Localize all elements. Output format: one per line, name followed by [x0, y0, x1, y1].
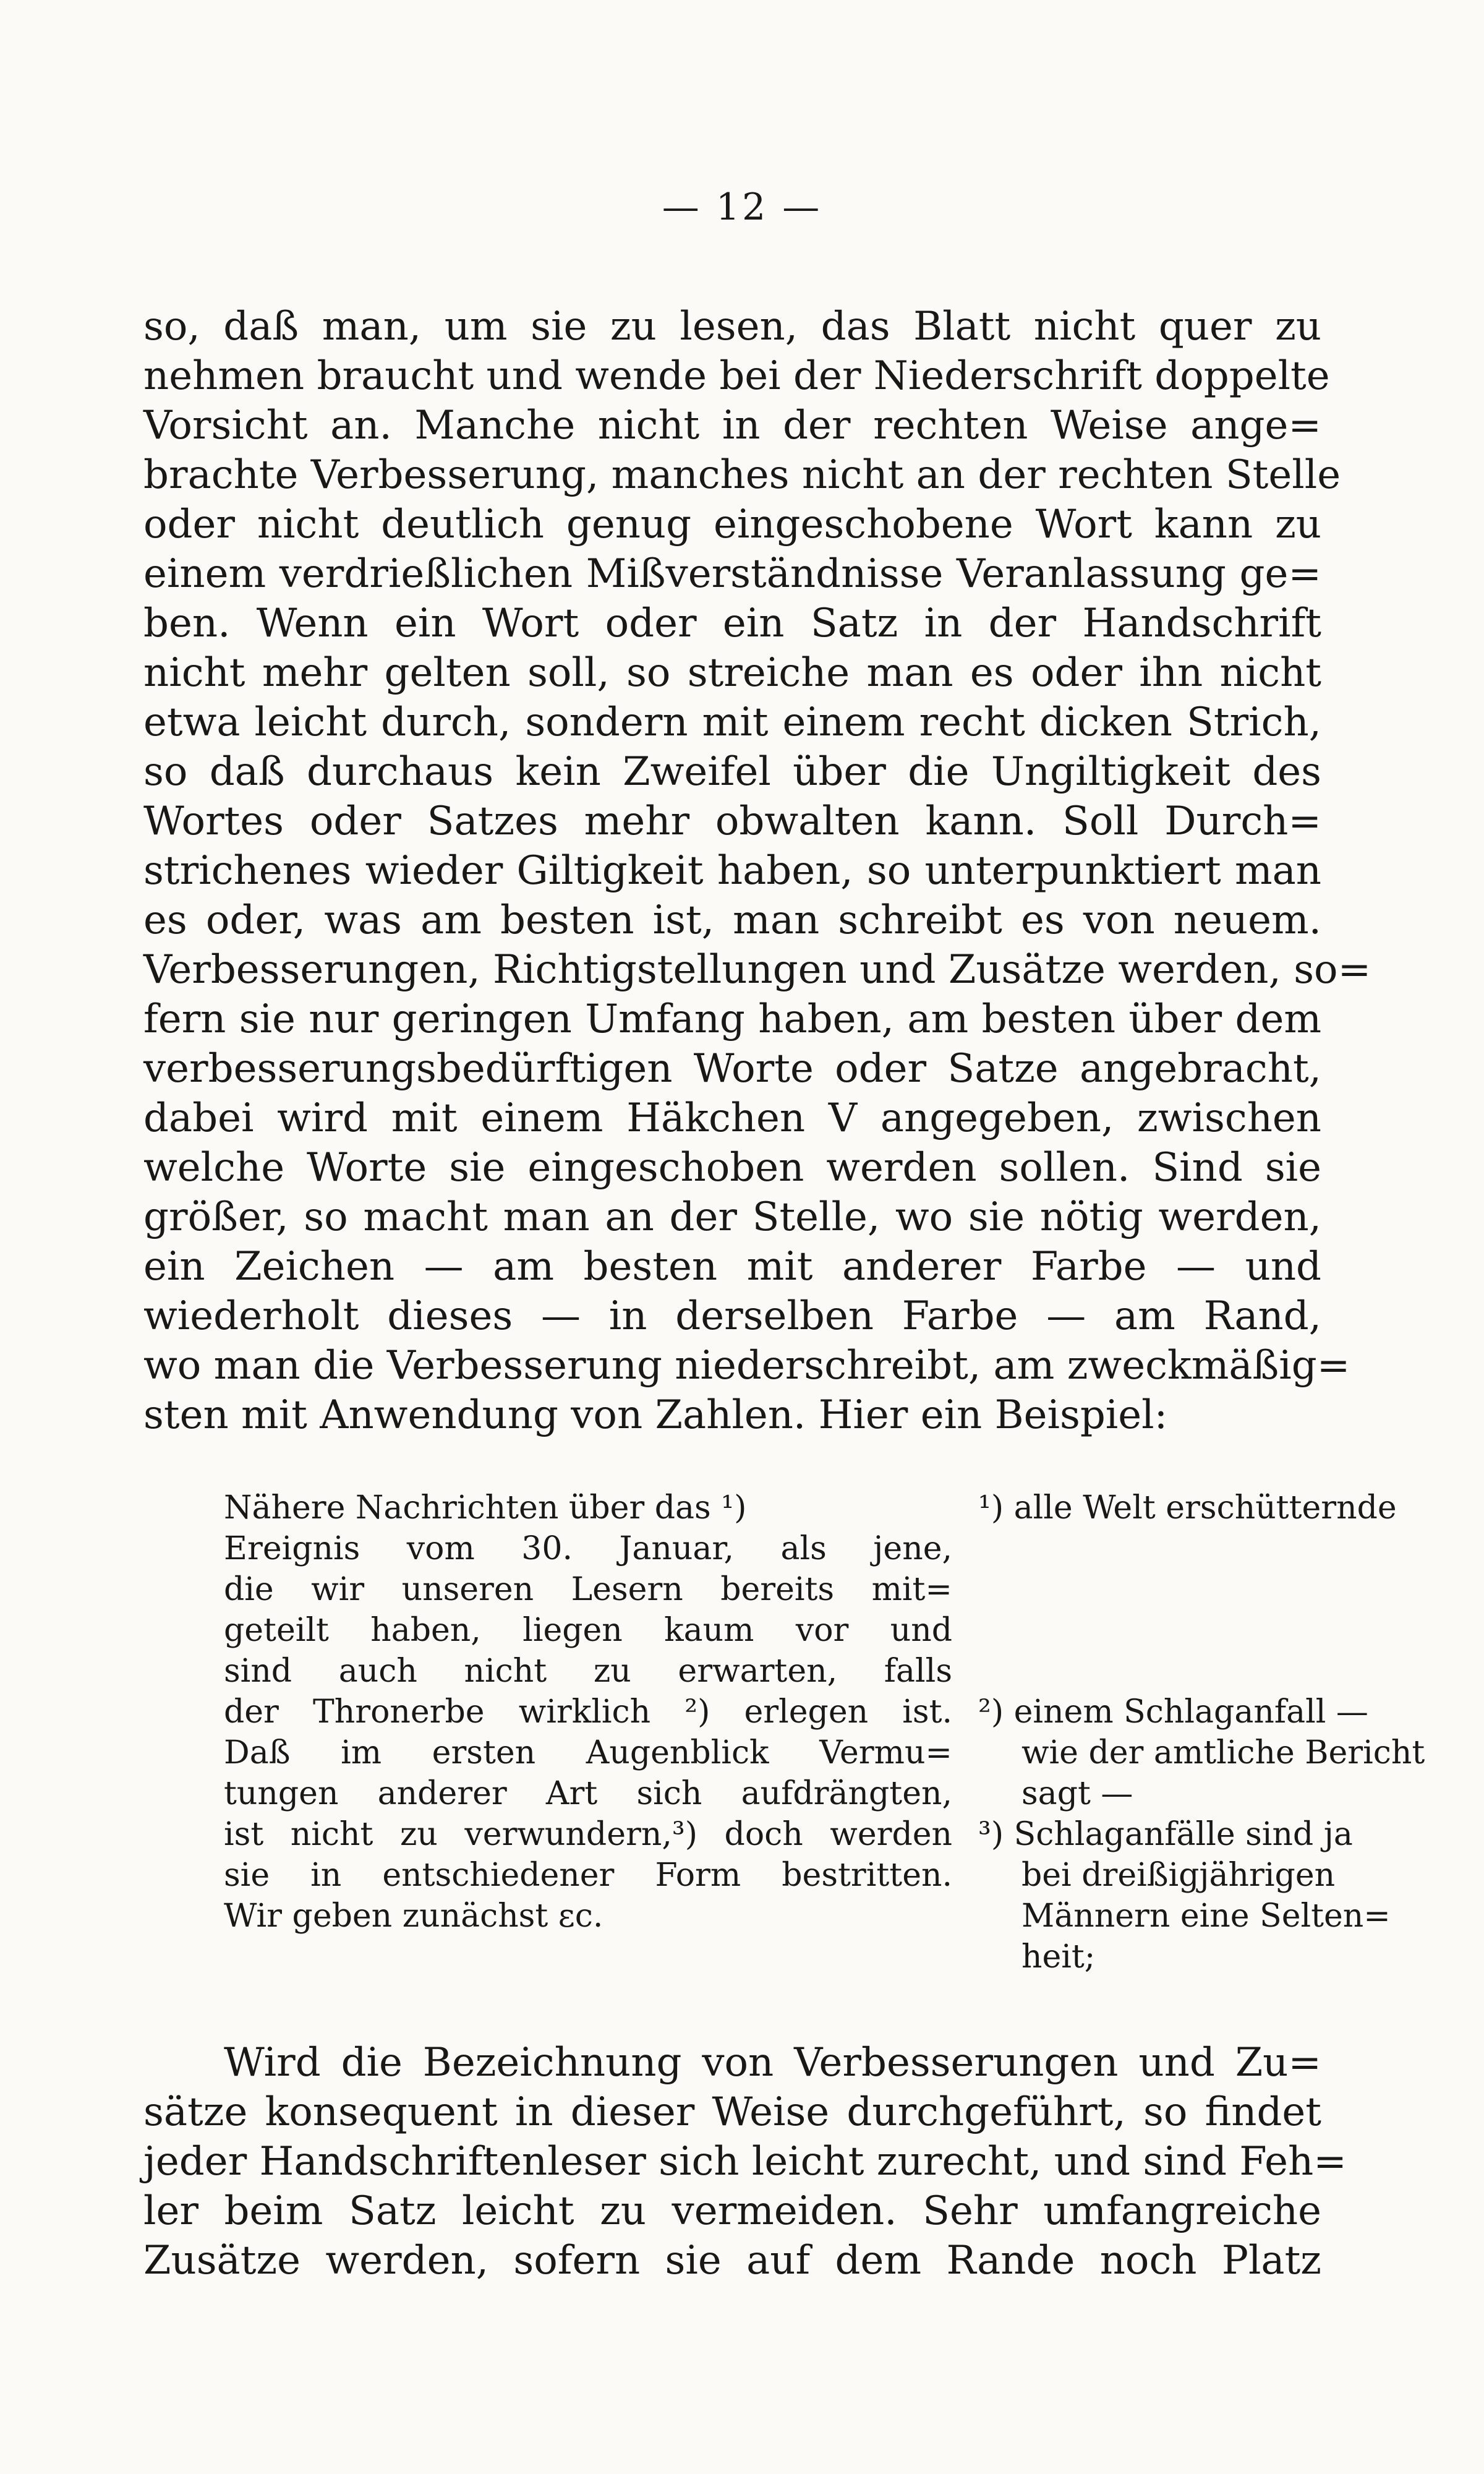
text-line: es oder, was am besten ist, man schreibt es von neuem.	[143, 897, 1321, 943]
text-line: Vorsicht an. Manche nicht in der rechten Weise ange=	[143, 403, 1321, 448]
example-line: der Thronerbe wirklich ²) erlegen ist.	[224, 1693, 952, 1731]
paragraph-1	[143, 302, 1371, 1440]
margin-note-2	[978, 1692, 1425, 1814]
example-line: ist nicht zu verwundern,³) doch werden	[224, 1816, 952, 1853]
margin-note-line: bei dreißigjährigen	[1021, 1857, 1336, 1894]
text-line: sten mit Anwendung von Zahlen. Hier ein Beispiel:	[143, 1392, 1168, 1438]
text-line: nicht mehr gelten soll, so streiche man es oder ihn nicht	[143, 650, 1321, 696]
text-line: nehmen braucht und wende bei der Niederschrift doppelte	[143, 353, 1330, 399]
text-line: dabei wird mit einem Häkchen V angegeben, zwischen	[143, 1095, 1321, 1141]
example-text	[224, 1487, 952, 1937]
text-line: ben. Wenn ein Wort oder ein Satz in der Handschrift	[143, 601, 1321, 646]
text-line: ein Zeichen — am besten mit anderer Farbe — und	[143, 1244, 1321, 1290]
text-line: Zusätze werden, sofern sie auf dem Rande noch Platz	[143, 2238, 1321, 2284]
margin-note-3	[978, 1814, 1391, 1977]
text-line: größer, so macht man an der Stelle, wo sie nötig werden,	[143, 1194, 1321, 1240]
text-line: einem verdrießlichen Mißverständnisse Veranlassung ge=	[143, 551, 1321, 597]
text-line: Verbesserungen, Richtigstellungen und Zusätze werden, so=	[143, 947, 1371, 993]
example-line: Daß im ersten Augenblick Vermu=	[224, 1734, 952, 1771]
example-line: geteilt haben, liegen kaum vor und	[224, 1612, 952, 1649]
text-line: oder nicht deutlich genug eingeschobene Wort kann zu	[143, 502, 1321, 547]
text-line: Wortes oder Satzes mehr obwalten kann. Soll Durch=	[143, 798, 1321, 844]
text-line: brachte Verbesserung, manches nicht an der rechten Stelle	[143, 452, 1341, 498]
text-line: Wird die Bezeichnung von Verbesserungen und Zu=	[224, 2040, 1321, 2086]
text-line: wo man die Verbesserung niederschreibt, am zweckmäßig=	[143, 1343, 1350, 1389]
page-number: — 12 —	[662, 186, 822, 229]
margin-note-line: ³) Schlaganfälle sind ja	[978, 1816, 1353, 1853]
example-line: Ereignis vom 30. Januar, als jene,	[224, 1530, 952, 1567]
text-line: fern sie nur geringen Umfang haben, am besten über dem	[143, 996, 1321, 1042]
example-line: die wir unseren Lesern bereits mit=	[224, 1571, 952, 1608]
paragraph-2	[143, 2038, 1347, 2285]
example-line: sie in entschiedener Form bestritten.	[224, 1857, 952, 1894]
text-line: ler beim Satz leicht zu vermeiden. Sehr umfangreiche	[143, 2188, 1321, 2234]
text-line: welche Worte sie eingeschoben werden sollen. Sind sie	[143, 1145, 1321, 1191]
text-line: so daß durchaus kein Zweifel über die Ungiltigkeit des	[143, 749, 1321, 795]
margin-note-line: ²) einem Schlaganfall —	[978, 1693, 1368, 1731]
margin-note-1	[978, 1487, 1397, 1528]
text-line: verbesserungsbedürftigen Worte oder Satze angebracht,	[143, 1046, 1321, 1092]
example-line: sind auch nicht zu erwarten, falls	[224, 1653, 952, 1690]
margin-note-line: ¹) alle Welt erschütternde	[978, 1489, 1397, 1526]
text-line: strichenes wieder Giltigkeit haben, so unterpunktiert man	[143, 848, 1321, 894]
text-line: sätze konsequent in dieser Weise durchgeführt, so findet	[143, 2089, 1321, 2135]
text-line: wiederholt dieses — in derselben Farbe — am Rand,	[143, 1293, 1321, 1339]
text-line: jeder Handschriftenleser sich leicht zurecht, und sind Feh=	[143, 2139, 1347, 2185]
margin-note-line: Männern eine Selten=	[1021, 1898, 1391, 1935]
example-line: tungen anderer Art sich aufdrängten,	[224, 1775, 952, 1812]
text-line: etwa leicht durch, sondern mit einem recht dicken Strich,	[143, 700, 1321, 745]
margin-note-line: heit;	[1021, 1938, 1096, 1975]
example-line: Wir geben zunächst ɛc.	[224, 1898, 603, 1935]
margin-note-line: wie der amtliche Bericht	[1021, 1734, 1425, 1771]
text-line: so, daß man, um sie zu lesen, das Blatt nicht quer zu	[143, 304, 1321, 349]
example-block	[143, 1487, 1425, 2019]
example-line: Nähere Nachrichten über das ¹)	[224, 1489, 747, 1526]
margin-note-line: sagt —	[1021, 1775, 1133, 1812]
